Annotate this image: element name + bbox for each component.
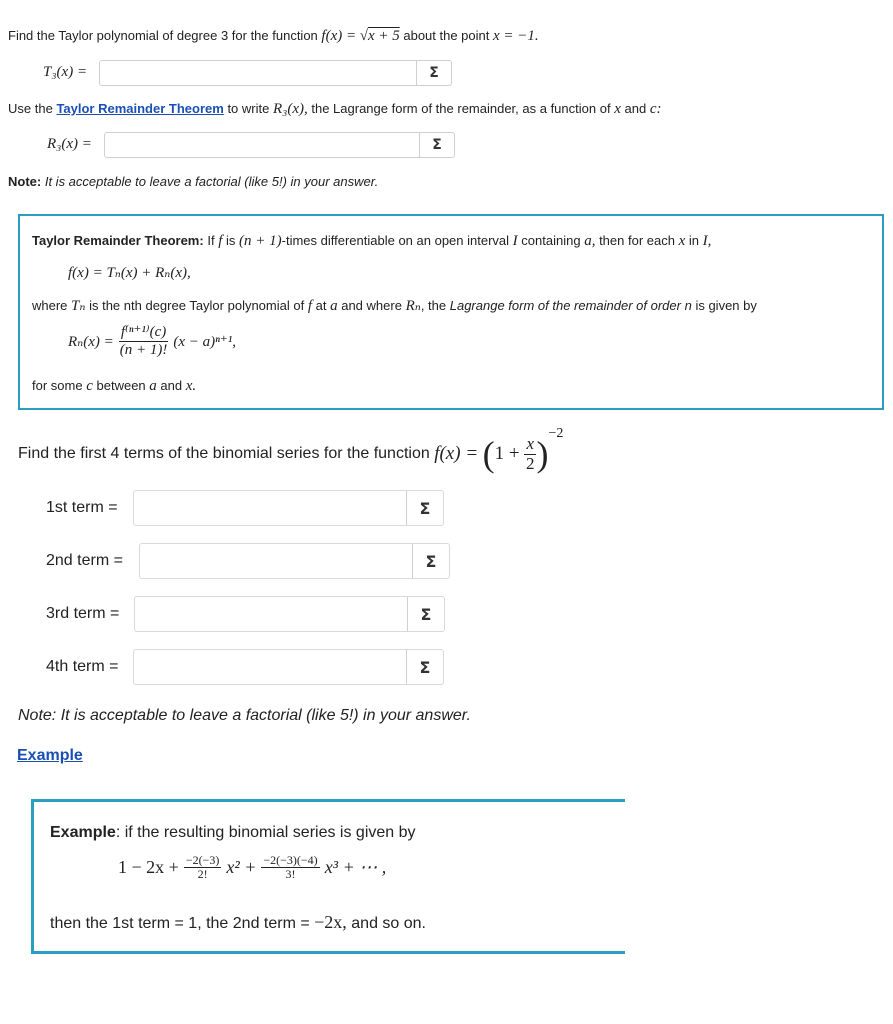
- var-f: f: [307, 298, 312, 314]
- sigma-button[interactable]: Σ: [419, 133, 454, 157]
- theorem-text: where: [32, 298, 68, 313]
- term-3-label: 3rd term =: [46, 605, 120, 622]
- term-1-input[interactable]: [134, 491, 419, 525]
- theorem-text: then for each: [599, 233, 675, 248]
- t3-input[interactable]: [100, 61, 427, 85]
- fraction-1-numerator: −2(−3): [185, 853, 220, 867]
- var-f: f: [218, 233, 223, 249]
- remainder-instruction: [8, 101, 661, 118]
- theorem-text: and: [160, 378, 183, 393]
- note-2: Note: It is acceptable to leave a factorial (like 5!) in your answer.: [18, 707, 471, 724]
- theorem-formula-2: [68, 324, 236, 358]
- sigma-button[interactable]: Σ: [412, 544, 449, 578]
- fraction-denominator: 2: [526, 453, 535, 473]
- var-x: x: [614, 101, 621, 117]
- question-text: Find the first 4 terms of the binomial series for the function: [18, 445, 430, 462]
- term-2-label: 2nd term =: [46, 552, 123, 569]
- fraction-numerator: x: [526, 433, 535, 453]
- term-2-input[interactable]: [140, 544, 425, 578]
- instruction-text: and: [624, 101, 647, 116]
- theorem-box: [18, 214, 884, 410]
- series-fraction-2: [261, 854, 319, 881]
- r3-input[interactable]: [105, 133, 430, 157]
- r3-symbol: R₃(x),: [272, 101, 308, 117]
- instruction-text: to write: [227, 101, 270, 116]
- rn-lhs: Rₙ(x) =: [68, 333, 114, 350]
- var-x: x.: [185, 378, 197, 394]
- rn-numerator: f⁽ⁿ⁺¹⁾(c): [120, 324, 167, 340]
- term-4-input[interactable]: [134, 650, 419, 684]
- series-part-1: 1 − 2x +: [118, 857, 179, 878]
- theorem-text: is: [225, 233, 236, 248]
- term-3-answer-box: [134, 596, 445, 632]
- var-c: c: [86, 378, 93, 394]
- term-4-answer-box: [133, 649, 444, 685]
- theorem-text: and where: [341, 298, 402, 313]
- left-paren-icon: (: [482, 434, 495, 474]
- question-point: x = −1.: [493, 28, 539, 44]
- fraction-1-denominator: 2!: [197, 867, 208, 882]
- example-box: [31, 799, 625, 954]
- var-I: I: [512, 233, 518, 249]
- term-1-label: 1st term =: [46, 499, 118, 516]
- example-text: and so on.: [351, 915, 426, 932]
- note-1: [8, 174, 378, 189]
- fraction-2-denominator: 3!: [285, 867, 296, 882]
- theorem-text: -times differentiable on an open interval: [281, 233, 510, 248]
- example-series: [118, 854, 386, 881]
- var-a: a: [330, 298, 338, 314]
- theorem-text: between: [96, 378, 146, 393]
- function-exponent: −2: [548, 426, 564, 441]
- r3-answer-box: [104, 132, 455, 158]
- example-text: then the 1st term = 1, the 2nd term =: [50, 915, 310, 932]
- theorem-line-1: [32, 233, 711, 250]
- theorem-italic: Lagrange form of the remainder of order n: [449, 298, 692, 313]
- term-1-answer-box: [133, 490, 444, 526]
- note-label: Note:: [8, 174, 42, 189]
- theorem-title: Taylor Remainder Theorem:: [32, 233, 204, 248]
- theorem-text: for some: [32, 378, 83, 393]
- var-c: c:: [649, 101, 662, 117]
- fraction-2-numerator: −2(−3)(−4): [263, 853, 318, 867]
- r3-label: R₃(x) =: [47, 136, 92, 152]
- var-a: a: [149, 378, 157, 394]
- series-part-2: x² +: [226, 857, 257, 878]
- example-text: : if the resulting binomial series is given by: [115, 824, 416, 841]
- theorem-text: containing: [521, 233, 581, 248]
- function-lhs: f(x) =: [321, 28, 357, 44]
- t3-answer-box: [99, 60, 452, 86]
- example-outro: [50, 912, 426, 933]
- theorem-line-2: [32, 296, 757, 315]
- question-mid: about the point: [403, 28, 490, 43]
- term-2-answer-box: [139, 543, 450, 579]
- example-link[interactable]: Example: [17, 747, 83, 764]
- sigma-button[interactable]: Σ: [407, 597, 444, 631]
- theorem-text: is given by: [695, 298, 757, 313]
- sigma-button[interactable]: Σ: [406, 491, 443, 525]
- series-fraction-1: [184, 854, 222, 881]
- note-text: It is acceptable to leave a factorial (like 5!) in your answer.: [44, 174, 379, 189]
- var-I: I,: [702, 233, 712, 249]
- example-label: Example: [50, 824, 116, 841]
- series-part-3: x³ + ⋯ ,: [324, 857, 387, 878]
- n-plus-1: (n + 1): [239, 233, 282, 249]
- var-Tn: Tₙ: [71, 298, 86, 314]
- rn-fraction: [118, 324, 170, 358]
- theorem-line-3: [32, 378, 196, 395]
- instruction-text: the Lagrange form of the remainder, as a function of: [311, 101, 611, 116]
- example-intro: [50, 824, 416, 842]
- sqrt-icon: √: [359, 28, 368, 44]
- term-3-input[interactable]: [135, 597, 420, 631]
- function-body: 1 +: [494, 443, 520, 464]
- theorem-text: at: [315, 298, 327, 313]
- taylor-question: [8, 28, 539, 45]
- sigma-button[interactable]: Σ: [406, 650, 443, 684]
- binomial-question: [18, 428, 563, 480]
- theorem-text: is the nth degree Taylor polynomial of: [89, 298, 305, 313]
- function-fraction: [524, 435, 537, 473]
- sigma-button[interactable]: Σ: [416, 61, 451, 85]
- function-rhs: x + 5: [367, 28, 400, 44]
- var-x: x: [678, 233, 686, 249]
- right-paren-icon: ): [536, 434, 549, 474]
- t3-label: T₃(x) =: [43, 64, 88, 80]
- theorem-text: If: [207, 233, 215, 248]
- rn-rhs: (x − a)ⁿ⁺¹,: [173, 333, 237, 350]
- instruction-text: Use the: [8, 101, 53, 116]
- var-a: a,: [584, 233, 596, 249]
- theorem-formula-1: f(x) = Tₙ(x) + Rₙ(x),: [68, 265, 191, 281]
- example-value: −2x,: [314, 912, 347, 932]
- question-text: Find the Taylor polynomial of degree 3 for the function: [8, 28, 318, 43]
- theorem-text: in: [688, 233, 699, 248]
- term-4-label: 4th term =: [46, 658, 119, 675]
- rn-denominator: (n + 1)!: [119, 341, 168, 358]
- taylor-remainder-theorem-link[interactable]: Taylor Remainder Theorem: [56, 101, 224, 116]
- theorem-text: , the: [420, 298, 447, 313]
- var-Rn: Rₙ: [405, 298, 421, 314]
- function-lhs: f(x) =: [434, 443, 479, 464]
